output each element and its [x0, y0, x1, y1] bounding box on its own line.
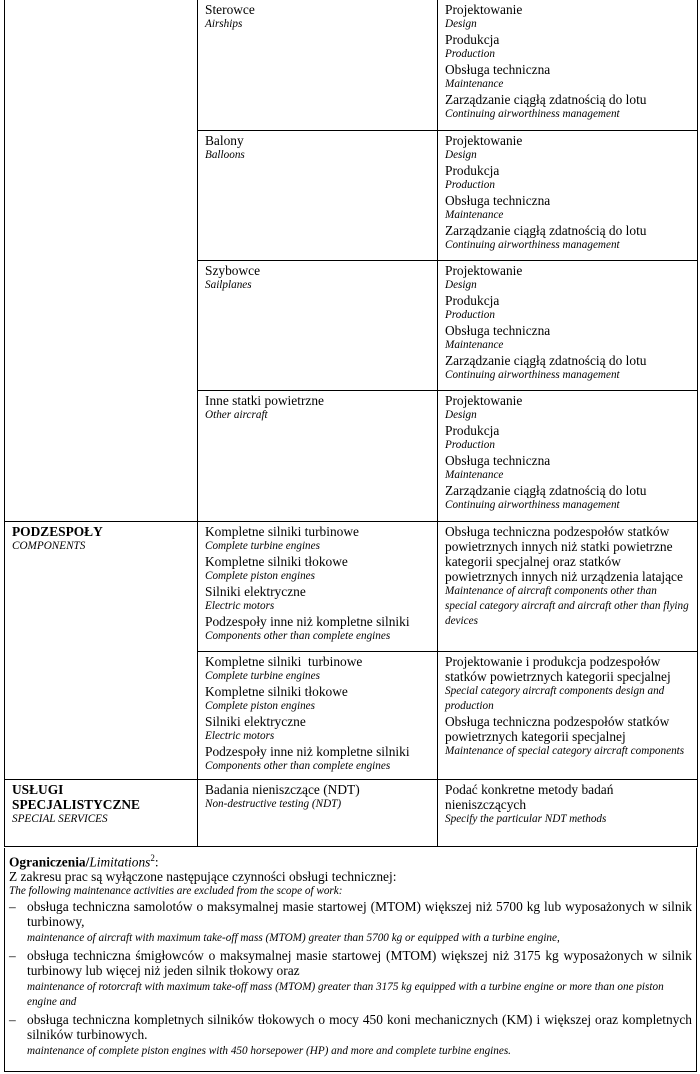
design-label-en: Design — [445, 278, 477, 291]
table-row — [5, 0, 698, 130]
table-row — [5, 521, 698, 651]
production-label-pl: Produkcja — [445, 422, 500, 438]
design-label-en: Design — [445, 148, 477, 161]
service-type-cell — [198, 779, 438, 846]
caw-label-en: Continuing airworthiness management — [445, 498, 620, 511]
limitations-intro-en: The following maintenance activities are excluded from the scope of work: — [9, 885, 343, 898]
special-services-category-pl: USŁUGI — [12, 781, 64, 797]
component-scope-pl: Obsługa techniczna podzespołów statków powietrznych kategorii specjalnej — [445, 713, 670, 744]
service-item-pl: Badania nieniszczące (NDT) — [205, 781, 360, 797]
design-label-en: Design — [445, 18, 477, 30]
component-item-pl: Kompletne silniki tłokowe — [205, 553, 348, 569]
component-item-en: Complete piston engines — [205, 699, 315, 712]
list-item — [9, 948, 692, 1010]
component-item-pl: Podzespoły inne niż kompletne silniki — [205, 613, 410, 629]
limitation-text-en: maintenance of aircraft with maximum take-off mass (MTOM) greater than 5700 kg or equipped with a turbine engine, — [27, 932, 560, 945]
component-scope-en: Maintenance of special category aircraft components — [445, 744, 685, 757]
activities-cell — [438, 390, 698, 521]
limitations-title-en: Limitations — [89, 854, 151, 870]
component-item-pl: Kompletne silniki turbinowe — [205, 653, 363, 669]
component-item-en: Complete turbine engines — [205, 539, 320, 552]
limitation-text-pl: obsługa techniczna samolotów o maksymalnej masie startowej (MTOM) większej niż 5700 kg lub wyposażonych w silnik turbinowy, — [27, 899, 692, 930]
service-scope-pl: Podać konkretne metody badań nieniszczących — [445, 781, 614, 812]
aircraft-name-pl: Szybowce — [205, 262, 261, 278]
maintenance-label-en: Maintenance — [445, 208, 504, 221]
component-item-pl: Silniki elektryczne — [205, 583, 306, 599]
aircraft-type-cell — [198, 390, 438, 521]
component-types-cell — [198, 651, 438, 779]
component-types-cell — [198, 521, 438, 651]
dash-bullet: – — [9, 899, 16, 915]
activities-cell — [438, 260, 698, 390]
component-item-en: Components other than complete engines — [205, 759, 391, 772]
component-item-en: Components other than complete engines — [205, 629, 391, 642]
aircraft-name-pl: Balony — [205, 132, 244, 148]
category-cell — [5, 779, 198, 846]
component-item-pl: Kompletne silniki turbinowe — [205, 523, 359, 539]
caw-label-pl: Zarządzanie ciągłą zdatnością do lotu — [445, 92, 647, 107]
component-scope-en: Special category aircraft components design and production — [445, 684, 665, 712]
component-item-en: Complete piston engines — [205, 569, 315, 582]
production-label-en: Production — [445, 438, 495, 451]
aircraft-type-cell — [198, 130, 438, 260]
production-label-en: Production — [445, 178, 495, 191]
component-item-pl: Podzespoły inne niż kompletne silniki — [205, 743, 410, 759]
limitations-intro-pl: Z zakresu prac są wyłączone następujące czynności obsługi technicznej: — [9, 869, 397, 885]
component-item-en: Electric motors — [205, 729, 275, 742]
component-item-en: Complete turbine engines — [205, 669, 320, 682]
limitations-title-pl: Ograniczenia/ — [9, 854, 90, 870]
maintenance-label-pl: Obsługa techniczna — [445, 192, 551, 208]
activities-cell — [438, 130, 698, 260]
list-item — [9, 899, 692, 946]
caw-label-pl: Zarządzanie ciągłą zdatnością do lotu — [445, 482, 647, 498]
component-scope-cell — [438, 651, 698, 779]
production-label-pl: Produkcja — [445, 292, 500, 308]
service-scope-en: Specify the particular NDT methods — [445, 812, 607, 825]
limitations-section — [4, 848, 697, 1072]
special-services-category-pl: SPECJALISTYCZNE — [12, 796, 140, 812]
components-category-en: COMPONENTS — [12, 539, 86, 552]
production-label-pl: Produkcja — [445, 162, 500, 178]
special-services-category-en: SPECIAL SERVICES — [12, 812, 108, 825]
design-label-pl: Projektowanie — [445, 2, 523, 17]
aircraft-name-pl: Inne statki powietrzne — [205, 392, 324, 408]
component-item-pl: Kompletne silniki tłokowe — [205, 683, 348, 699]
dash-bullet: – — [9, 1012, 16, 1028]
design-label-pl: Projektowanie — [445, 392, 523, 408]
service-scope-cell — [438, 779, 698, 846]
component-scope-en: Maintenance of aircraft components other than special category aircraft and aircraft other than flying devices — [445, 584, 689, 627]
scope-table — [4, 0, 698, 847]
component-item-en: Electric motors — [205, 599, 275, 612]
footnote-marker: 2 — [150, 853, 155, 863]
aircraft-type-cell — [198, 260, 438, 390]
component-scope-pl: Projektowanie i produkcja podzespołów statków powietrznych kategorii specjalnej — [445, 653, 671, 684]
limitation-text-pl: obsługa techniczna śmigłowców o maksymalnej masie startowej (MTOM) większej niż 3175 kg wyposażonych w silnik turbinowy lub więcej niż jeden silnik tłokowy oraz — [27, 948, 692, 979]
component-item-pl: Silniki elektryczne — [205, 713, 306, 729]
limitation-text-pl: obsługa techniczna kompletnych silników tłokowych o mocy 450 koni mechanicznych (KM) i większej oraz kompletnych silników turbinowych. — [27, 1012, 692, 1043]
maintenance-label-pl: Obsługa techniczna — [445, 322, 551, 338]
production-label-en: Production — [445, 308, 495, 321]
caw-label-pl: Zarządzanie ciągłą zdatnością do lotu — [445, 352, 647, 368]
component-scope-cell — [438, 521, 698, 651]
components-category-pl: PODZESPOŁY — [12, 523, 103, 539]
design-label-en: Design — [445, 408, 477, 421]
limitation-text-en: maintenance of complete piston engines with 450 horsepower (HP) and more and complete turbine engines. — [27, 1045, 511, 1058]
dash-bullet: – — [9, 948, 16, 964]
caw-label-en: Continuing airworthiness management — [445, 238, 620, 251]
caw-label-pl: Zarządzanie ciągłą zdatnością do lotu — [445, 222, 647, 238]
caw-label-en: Continuing airworthiness management — [445, 368, 620, 381]
limitation-text-en: maintenance of rotorcraft with maximum take-off mass (MTOM) greater than 3175 kg equipped with a turbine engine or more than one piston engine and — [27, 981, 664, 1009]
category-cell — [5, 521, 198, 779]
maintenance-label-pl: Obsługa techniczna — [445, 62, 551, 77]
aircraft-name-en: Airships — [205, 18, 243, 30]
aircraft-name-pl: Sterowce — [205, 2, 255, 17]
aircraft-name-en: Balloons — [205, 148, 245, 161]
limitations-colon: : — [154, 854, 159, 870]
limitations-title — [9, 851, 692, 869]
maintenance-label-en: Maintenance — [445, 78, 504, 90]
maintenance-label-en: Maintenance — [445, 338, 504, 351]
service-item-en: Non-destructive testing (NDT) — [205, 797, 342, 810]
aircraft-name-en: Other aircraft — [205, 408, 268, 421]
production-label-pl: Produkcja — [445, 32, 500, 47]
activities-cell — [438, 0, 698, 130]
category-cell — [5, 0, 198, 521]
design-label-pl: Projektowanie — [445, 132, 523, 148]
maintenance-label-en: Maintenance — [445, 468, 504, 481]
design-label-pl: Projektowanie — [445, 262, 523, 278]
maintenance-label-pl: Obsługa techniczna — [445, 452, 551, 468]
table-row — [5, 779, 698, 846]
caw-label-en: Continuing airworthiness management — [445, 108, 620, 120]
list-item — [9, 1012, 692, 1059]
aircraft-type-cell — [198, 0, 438, 130]
component-scope-pl: Obsługa techniczna podzespołów statków powietrznych innych niż statki powietrzne kategorii specjalnej oraz statków powietrznych innych niż urządzenia latające — [445, 523, 683, 584]
production-label-en: Production — [445, 48, 495, 60]
aircraft-name-en: Sailplanes — [205, 278, 252, 291]
